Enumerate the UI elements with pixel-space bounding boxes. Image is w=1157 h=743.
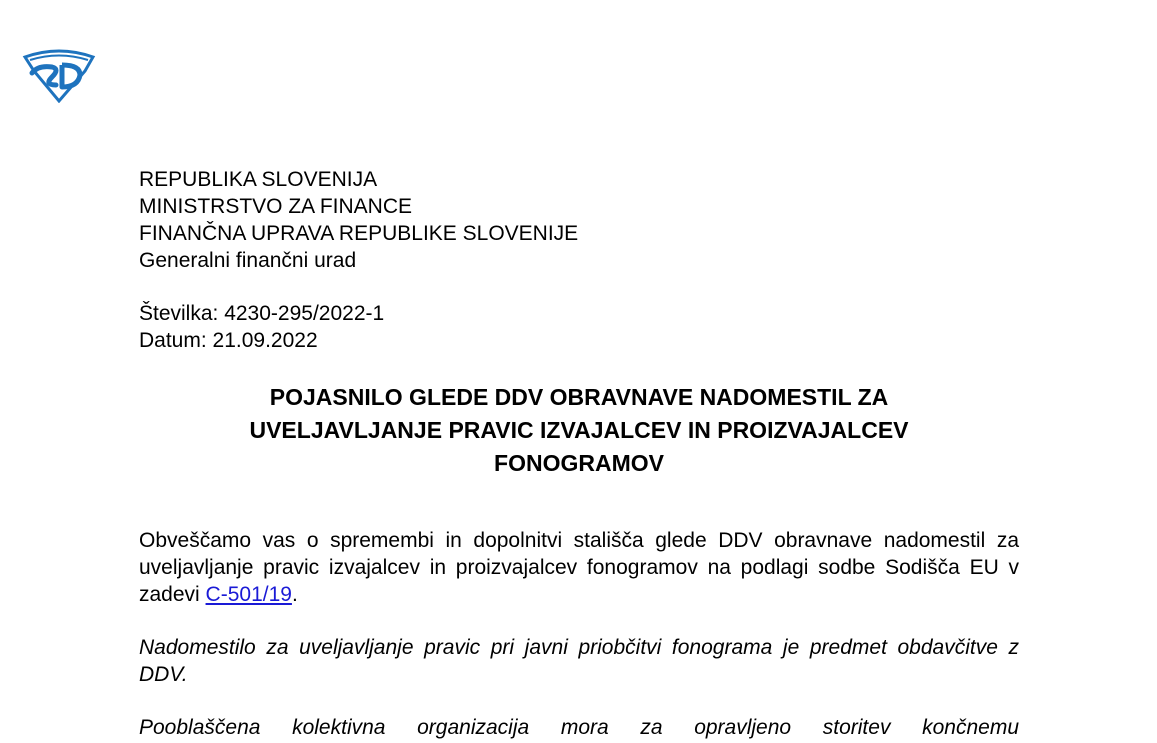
paragraph-taxation: Nadomestilo za uveljavljanje pravic pri javni priobčitvi fonograma je predmet obdavčitve z DDV. [139, 636, 1019, 686]
paragraph-organization [139, 714, 1019, 741]
header-line-fu: FINANČNA UPRAVA REPUBLIKE SLOVENIJE [139, 222, 579, 245]
paragraph-intro-text: Obveščamo vas o spremembi in dopolnitvi stališča glede DDV obravnave nadomestil za uveljavljanje pravic izvajalcev in proizvajalcev fonogramov na podlagi sodbe Sodišča EU v zadevi [139, 529, 1019, 606]
header-line-republic: REPUBLIKA SLOVENIJA [139, 168, 378, 191]
paragraph-intro-end: . [291, 583, 298, 606]
case-link[interactable]: C-501/19 [205, 583, 292, 606]
header-line-ministry: MINISTRSTVO ZA FINANCE [139, 195, 413, 218]
document-title [139, 381, 1019, 480]
title-line-1: POJASNILO GLEDE DDV OBRAVNAVE NADOMESTIL ZA [269, 384, 889, 410]
paragraph-intro [139, 527, 1019, 608]
title-line-3: FONOGRAMOV [494, 450, 664, 476]
document-meta [139, 300, 384, 354]
issuer-header [139, 166, 578, 274]
document-number: Številka: 4230-295/2022-1 [139, 302, 385, 325]
fu-logo-icon [22, 47, 96, 103]
document-date: Datum: 21.09.2022 [139, 329, 318, 352]
title-line-2: UVELJAVLJANJE PRAVIC IZVAJALCEV IN PROIZVAJALCEV [249, 417, 909, 443]
paragraph-organization-text: Pooblaščena kolektivna organizacija mora za opravljeno storitev končnemu [139, 716, 1019, 739]
header-line-office: Generalni finančni urad [139, 249, 357, 272]
